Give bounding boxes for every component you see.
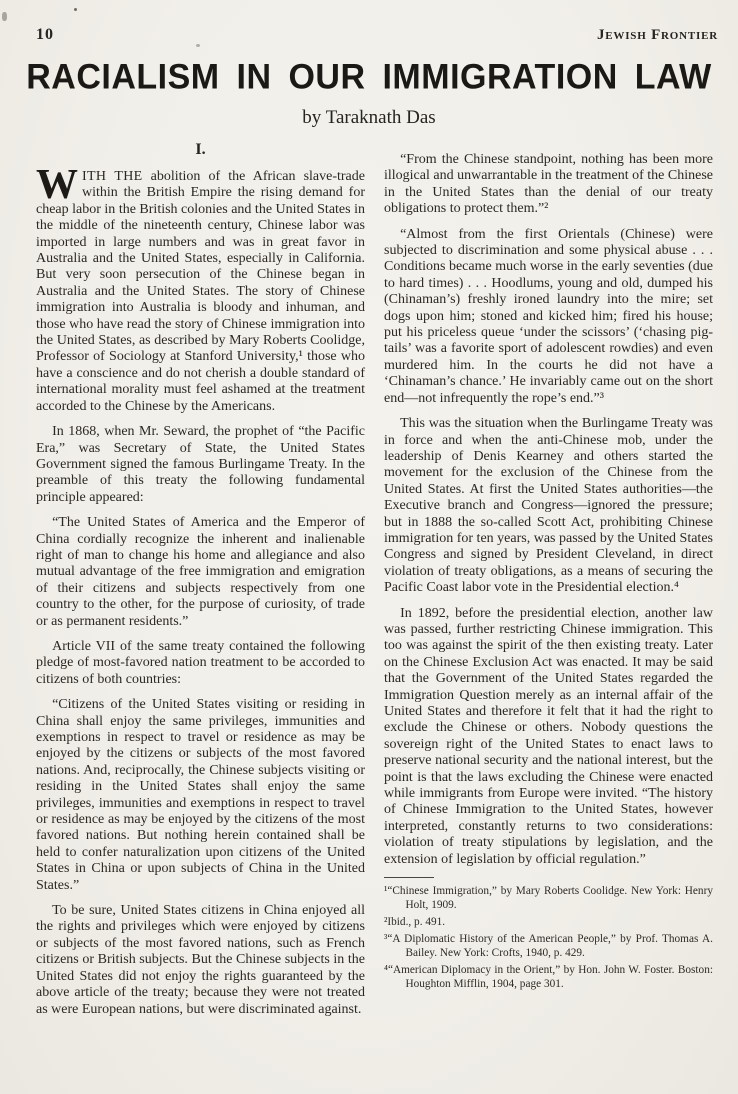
treaty-quote: “Citizens of the United States visiting or residing in China shall enjoy the same privileges, immunities and exemptions in respect to travel or residence as may be enjoyed by the citizens or subjects of the most favored nations. And, reciprocally, the Chinese subjects visiting or residing in the United States shall enjoy the same privileges, immunities and exemptions in respect to travel or residence as may be enjoyed by the citizens of the most favored nations. But nothing herein contained shall be held to confer naturalization upon citizens of the United States in China or upon subjects of China in the United States.” [36, 697, 365, 893]
page-number: 10 [36, 26, 54, 43]
paragraph: In 1892, before the presidential election, another law was passed, further restricting Chinese immigration. This too was against the spirit of the then existing treaty. Later on the Chinese Exclusion Act was enacted. It may be said that the Government of the United States regarded the Immigration Question merely as an internal affair of the United States and therefore it felt that it had the right to exclude the Chinese or others. Nobody questions the sovereign right of the United States to enact laws to preserve national security and the national interest, but the point is that the laws excluding the Chinese were enacted while immigrants from Europe were invited. “The history of Chinese Immigration to the United States, however interpreted, constantly returns to two considerations: violation of treaty stipulations by legislation, and the extension of legislation by official regulation.” [384, 605, 713, 867]
quote-paragraph: “From the Chinese standpoint, nothing has been more illogical and unwarrantable in the treatment of the Chinese in the United States than the denial of our treaty obligations to protect them.”² [384, 152, 713, 217]
two-column-body [0, 129, 738, 1027]
scan-speck [2, 12, 7, 21]
drop-cap: W [36, 162, 78, 208]
footnote: ³“A Diplomatic History of the American People,” by Prof. Thomas A. Bailey. New York: Crofts, 1940, p. 429. [384, 932, 713, 959]
footnote: ²Ibid., p. 491. [384, 915, 446, 928]
right-column [384, 139, 713, 1027]
running-header [0, 0, 738, 44]
scan-speck [74, 8, 77, 11]
footnotes-block [384, 877, 713, 991]
lead-caps: ITH THE [82, 169, 143, 184]
paragraph: Article VII of the same treaty contained the following pledge of most-favored nation treatment to be accorded to citizens of both countries: [36, 638, 365, 687]
section-heading: I. [195, 141, 206, 158]
quote-paragraph: “Almost from the first Orientals (Chinese) were subjected to discrimination and some physical abuse . . . Conditions became much worse in the early seventies (due to hard times) . . . Hoodlums, young and old, dumped his (Chinaman’s) freshly ironed laundry into the mire; set dogs upon him; stoned and kicked him; fired his house; put his priceless queue ‘under the scissors’ (‘chasing pig-tails’ was a favorite sport of adolescent rowdies) and even murdered him. In the courts he did not have a ‘Chinaman’s chance.’ He invariably came out on the short end—not infrequently the rope’s end.”³ [384, 226, 713, 406]
footnote-divider [384, 877, 434, 878]
article-title: RACIALISM IN OUR IMMIGRATION LAW [26, 57, 712, 97]
paragraph: In 1868, when Mr. Seward, the prophet of “the Pacific Era,” was Secretary of State, the United States Government signed the famous Burlingame Treaty. In the preamble of this treaty the following fundamental principle appeared: [36, 424, 365, 505]
footnote: ⁴“American Diplomacy in the Orient,” by Hon. John W. Foster. Boston: Houghton Mifflin, 1904, page 301. [384, 963, 713, 990]
paragraph: To be sure, United States citizens in China enjoyed all the rights and privileges which were enjoyed by citizens or subjects of the most favored nations, such as French citizens or British subjects. But the Chinese subjects in the United States did not enjoy the rights guaranteed by the above article of the treaty; because they were not treated as were European nations, but were discriminated against. [36, 903, 365, 1017]
article-byline: by Taraknath Das [302, 107, 436, 128]
left-column [36, 139, 365, 1027]
paragraph [36, 162, 365, 415]
treaty-quote: “The United States of America and the Emperor of China cordially recognize the inherent and inalienable right of man to change his home and allegiance and also mutual advantage of the free immigration and emigration of their citizens and subjects respectively from one country to the other, for the purpose of curiosity, of trade or as permanent residents.” [36, 515, 365, 629]
scan-speck [196, 44, 200, 47]
paragraph-text: abolition of the African slave-trade within the British Empire the rising demand for cheap labor in the British colonies and the United States in the middle of the nineteenth century, Chinese labor was imported in large numbers and was in great favor in Australia and the United States, especially in California. But very soon persecution of the Chinese began in Australia and the United States. The story of Chinese immigration into Australia is bloody and inhuman, and those who have read the story of Chinese immigration into the United States, as described by Mary Roberts Coolidge, Professor of Sociology at Stanford University,¹ those who have a conscience and do not cherish a double standard of international morality must feel ashamed at the treatment accorded to the Chinese by the Americans. [36, 169, 365, 414]
journal-name: Jewish Frontier [596, 27, 718, 43]
footnote: ¹“Chinese Immigration,” by Mary Roberts Coolidge. New York: Henry Holt, 1909. [384, 885, 713, 911]
paragraph: This was the situation when the Burlingame Treaty was in force and when the anti-Chinese mob, under the leadership of Denis Kearney and others started the movement for the exclusion of the Chinese from the United States. At first the United States authorities—the Executive branch and Congress—ignored the pressure; but in 1888 the so-called Scott Act, prohibiting Chinese immigration for ten years, was passed by the United States Congress and signed by President Cleveland, in direct violation of treaty obligations, as a means of securing the Pacific Coast labor vote in the Presidential election.⁴ [384, 416, 713, 596]
scan-speck [624, 628, 627, 631]
